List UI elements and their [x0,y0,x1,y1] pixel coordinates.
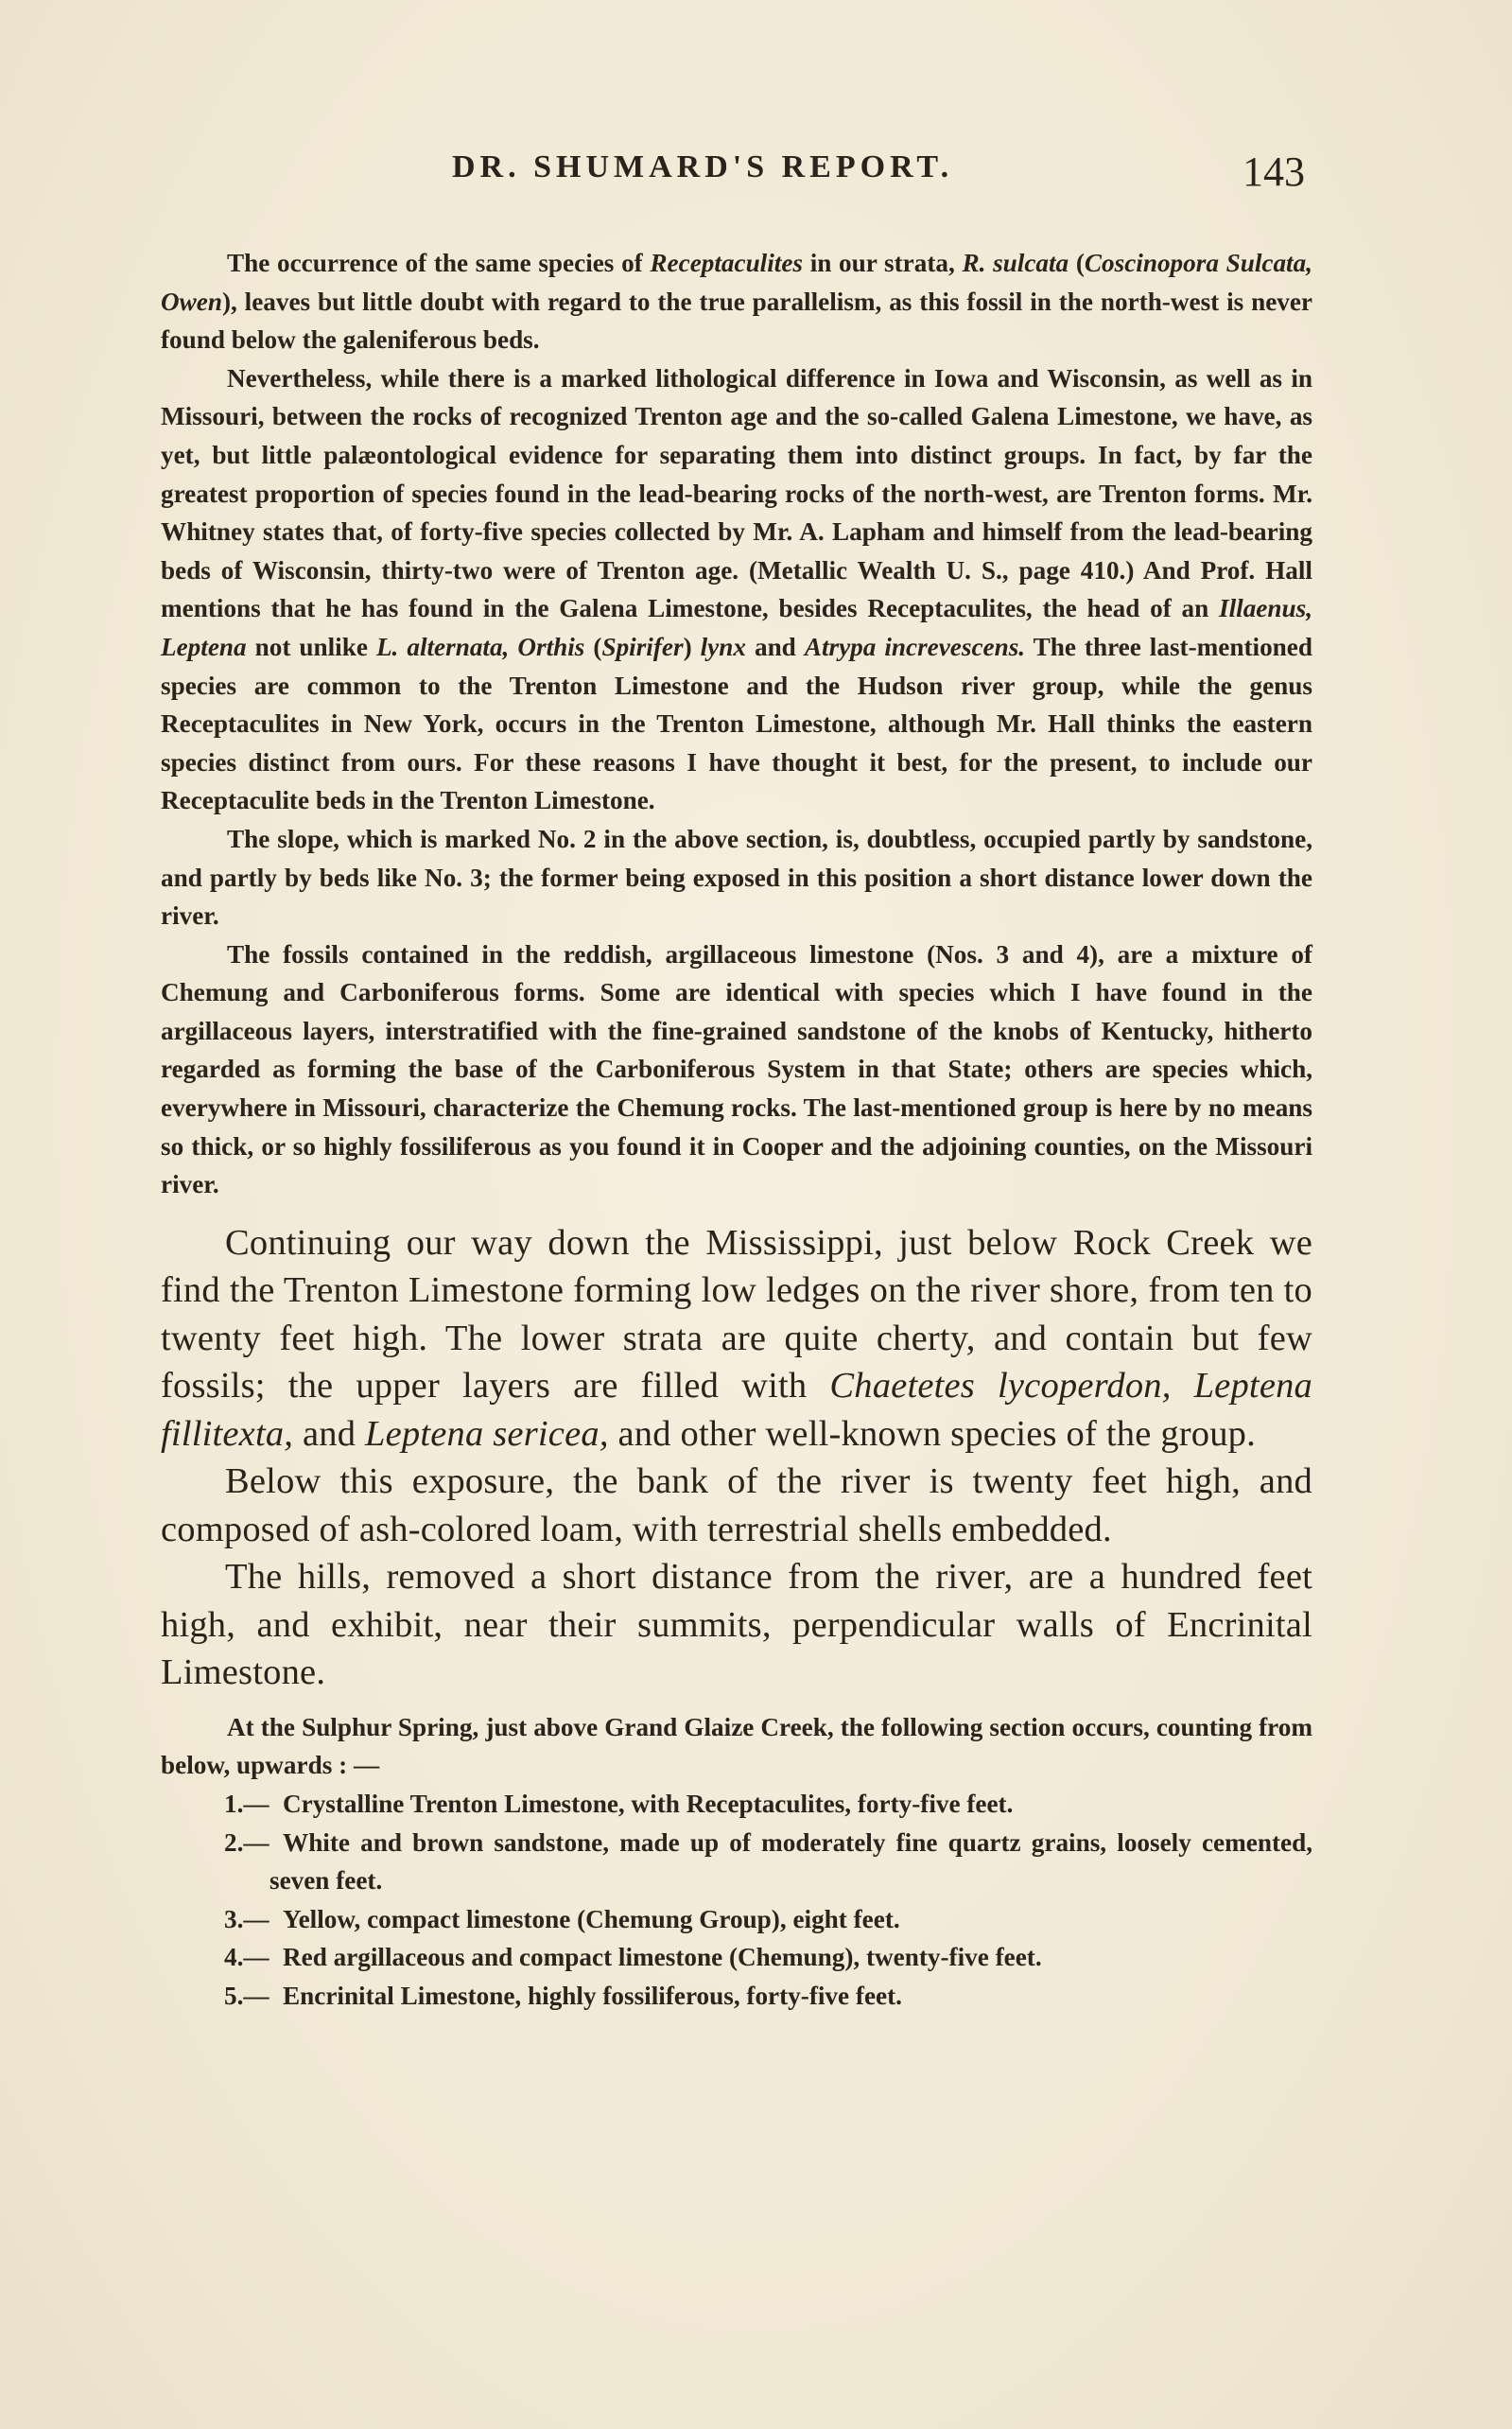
text-run: The three last-mentioned species are common to the Trenton Limestone and the Hudson river group, while the genus Receptaculites in New York, occurs in the Trenton Limestone, although Mr. Hall thinks the eastern species distinct from ours. For these reasons I have thought it best, for the present, to include our Receptaculite beds in the Trenton Limestone. [161,632,1312,815]
large-type-block [161,1219,1312,1697]
paragraph [161,1458,1312,1553]
italic-text-run: Leptena sericea, [364,1413,609,1454]
italic-text-run: Coscinopora Sulcata, Owen [161,249,1312,316]
italic-text-run: Chaetetes lycoperdon, Leptena fillitexta, [161,1366,1313,1454]
page-number: 143 [1243,149,1305,195]
paragraph [161,1553,1312,1697]
paragraph [161,935,1312,1204]
italic-text-run: L. alternata, Orthis [375,632,585,661]
italic-text-run: Atrypa increvescens. [804,632,1026,661]
paragraph [161,359,1312,820]
paragraph [161,1219,1312,1459]
italic-text-run: Illaenus, Leptena [161,594,1312,661]
section-list-item: 5.— Encrinital Limestone, highly fossiliferous, forty-five feet. [224,1982,902,2010]
italic-text-run: R. sulcata [962,249,1069,277]
text-run: At the Sulphur Spring, just above Grand Glaize Creek, the following section occurs, counting from below, upwards : — [161,1712,1312,1780]
text-run: and [745,632,805,661]
section-list-item: 4.— Red argillaceous and compact limestone (Chemung), twenty-five feet. [224,1943,1042,1972]
paragraph [161,244,1312,359]
paragraph [161,820,1312,935]
text-run: in our strata, [803,249,963,277]
italic-text-run: Spirifer [601,632,684,661]
italic-text-run: Receptaculites [650,249,803,277]
text-run: ( [1069,249,1085,277]
text-run: ), leaves but little doubt with regard to the true parallelism, as this fossil in the north-west is never found below the galeniferous beds. [161,287,1312,355]
section-intro-block [161,1708,1312,2016]
text-run: ( [584,632,602,661]
text-run: The hills, removed a short distance from the river, are a hundred feet high, and exhibit, near their summits, perpendicular walls of Encrinital Limestone. [161,1557,1312,1693]
body-text [161,244,1312,2016]
italic-text-run: lynx [700,632,746,661]
text-run: and other well-known species of the group. [608,1413,1256,1454]
section-list-item: 2.— White and brown sandstone, made up of moderately fine quartz grains, loosely cemented, seven feet. [224,1827,1312,1896]
text-run: and [293,1413,365,1454]
text-run: The slope, which is marked No. 2 in the above section, is, doubtless, occupied partly by sandstone, and partly by beds like No. 3; the former being exposed in this position a short distance lower down the river. [161,824,1312,931]
paragraph [161,1708,1312,1785]
text-run: ) [683,632,701,661]
section-list [161,1785,1312,2016]
text-run: The occurrence of the same species of [227,249,651,277]
section-list-item: 3.— Yellow, compact limestone (Chemung Group), eight feet. [224,1904,900,1933]
text-run: Continuing our way down the Mississippi, just below Rock Creek we find the Trenton Limestone forming low ledges on the river shore, from ten to twenty feet high. The lower strata are quite cherty, and contain but few fossils; the upper layers are filled with [161,1222,1312,1407]
running-head: DR. SHUMARD'S REPORT. [452,149,954,184]
small-type-block [161,244,1312,1204]
text-run: Below this exposure, the bank of the river is twenty feet high, and composed of ash-colored loam, with terrestrial shells embedded. [161,1461,1312,1549]
page-header [161,142,1305,199]
section-list-item: 1.— Crystalline Trenton Limestone, with Receptaculites, forty-five feet. [224,1790,1014,1819]
text-run: Nevertheless, while there is a marked lithological difference in Iowa and Wisconsin, as well as in Missouri, between the rocks of recognized Trenton age and the so-called Galena Limestone, we have, as yet, but little palæontological evidence for separating them into distinct groups. In fact, by far the greatest proportion of species found in the lead-bearing rocks of the north-west, are Trenton forms. Mr. Whitney states that, of forty-five species collected by Mr. A. Lapham and himself from the lead-bearing beds of Wisconsin, thirty-two were of Trenton age. (Metallic Wealth U. S., page 410.) And Prof. Hall mentions that he has found in the Galena Limestone, besides Receptaculites, the head of an [161,363,1312,623]
text-run: not unlike [246,632,376,661]
text-run: The fossils contained in the reddish, argillaceous limestone (Nos. 3 and 4), are a mixture of Chemung and Carboniferous forms. Some are identical with species which I have found in the argillaceous layers, interstratified with the fine-grained sandstone of the knobs of Kentucky, hitherto regarded as forming the base of the Carboniferous System in that State; others are species which, everywhere in Missouri, characterize the Chemung rocks. The last-mentioned group is here by no means so thick, or so highly fossiliferous as you found it in Cooper and the adjoining counties, on the Missouri river. [161,939,1312,1199]
